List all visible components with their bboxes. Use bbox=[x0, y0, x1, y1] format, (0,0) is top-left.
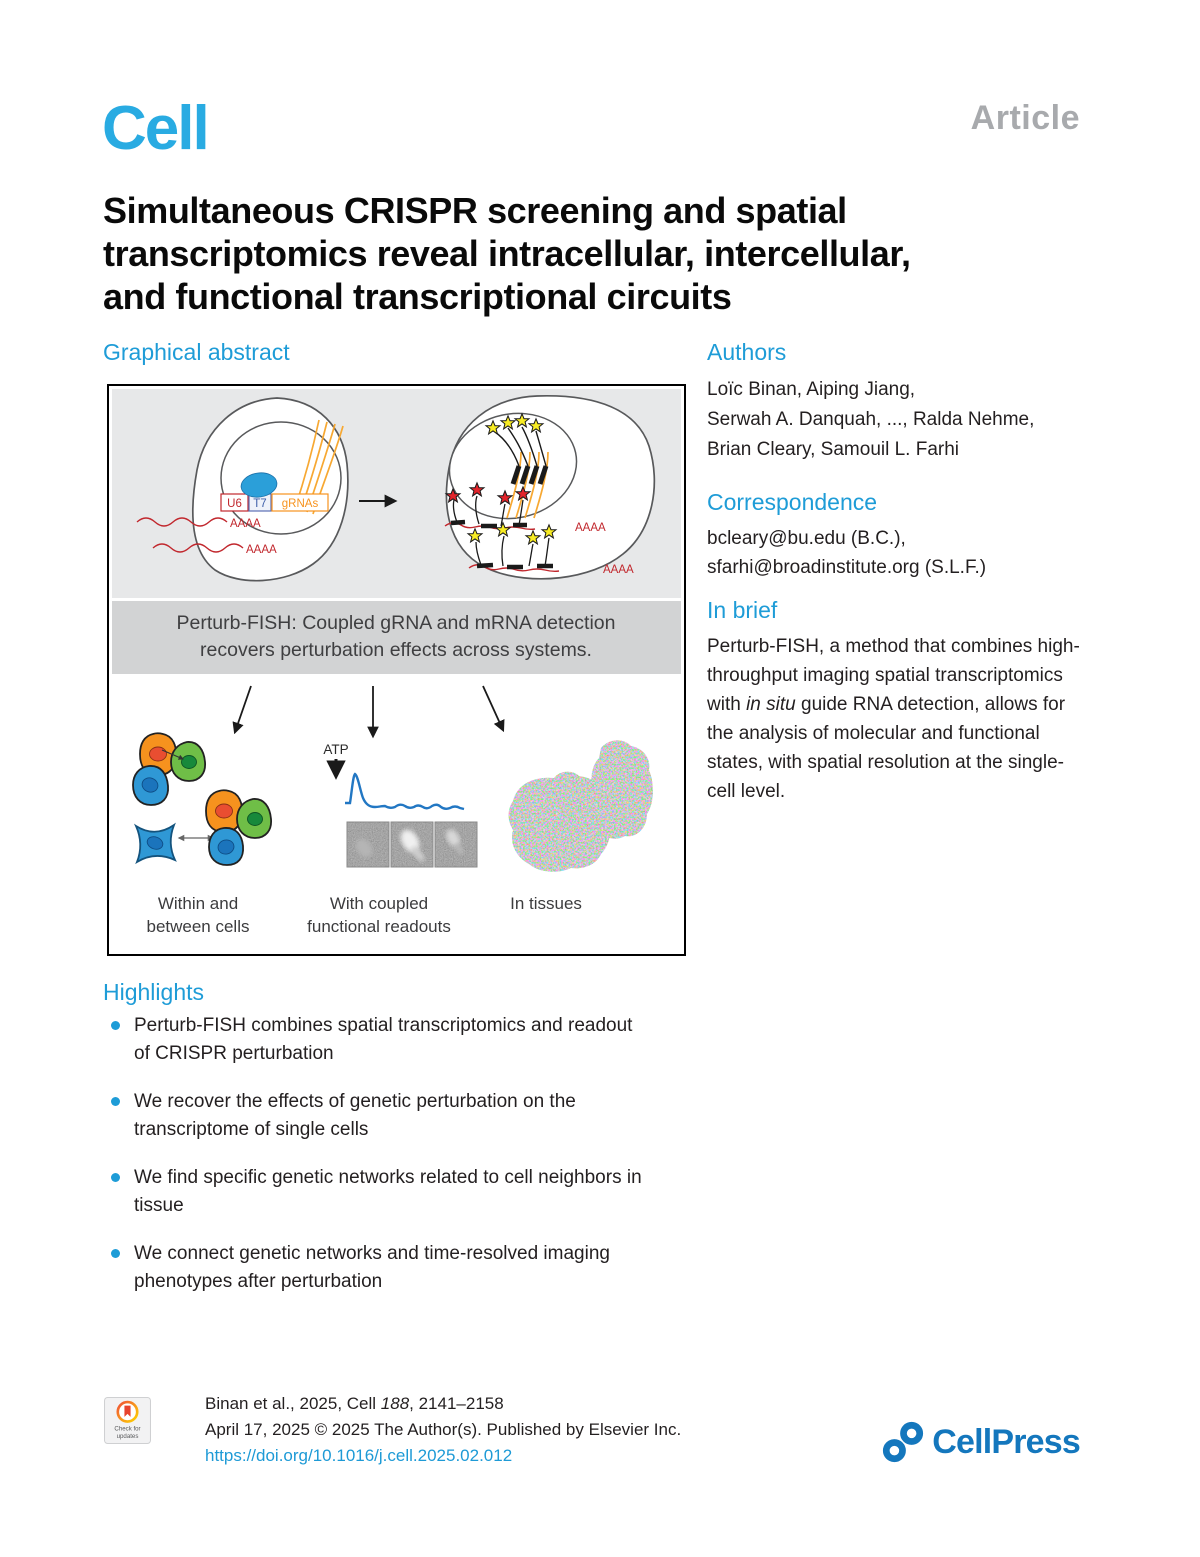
citation-volume: 188 bbox=[380, 1394, 410, 1413]
highlight-item bbox=[103, 1088, 728, 1144]
panel2-label-line2: functional readouts bbox=[307, 917, 451, 936]
citation-block bbox=[205, 1391, 681, 1469]
authors-line: Serwah A. Danquah, ..., Ralda Nehme, bbox=[707, 409, 1035, 430]
bullet-icon bbox=[111, 1097, 120, 1106]
in-brief-end: guide RNA detection, allows for the analysis of molecular and functional states, with spatial resolution at the single-cell level. bbox=[707, 694, 1066, 802]
panel-functional-readout bbox=[323, 742, 477, 867]
branch-arrows bbox=[235, 686, 503, 736]
highlight-line: transcriptome of single cells bbox=[134, 1119, 369, 1140]
svg-text:T7: T7 bbox=[253, 498, 267, 510]
bullet-icon bbox=[111, 1249, 120, 1258]
authors-line: Brian Cleary, Samouil L. Farhi bbox=[707, 439, 960, 460]
svg-text:U6: U6 bbox=[227, 498, 242, 510]
highlight-line: of CRISPR perturbation bbox=[134, 1043, 334, 1064]
panel1-label-line2: between cells bbox=[146, 917, 250, 936]
microscopy-image-1 bbox=[347, 822, 389, 867]
title-line-2: transcriptomics reveal intracellular, intercellular, bbox=[103, 233, 911, 274]
cell-journal-logo: Cell bbox=[102, 94, 208, 163]
cellpress-mark-icon bbox=[881, 1420, 925, 1464]
citation-line: Binan et al., 2025, Cell 188, 2141–2158 bbox=[205, 1394, 504, 1413]
in-brief-text bbox=[707, 632, 1089, 806]
graphical-abstract-svg bbox=[109, 386, 684, 954]
panel-tissues bbox=[504, 734, 660, 879]
highlight-line: We recover the effects of genetic perturbation on the bbox=[134, 1091, 576, 1112]
graphical-abstract-heading: Graphical abstract bbox=[103, 339, 290, 365]
panel1-label-line1: Within and bbox=[157, 894, 239, 913]
correspondence-emails bbox=[707, 524, 1087, 582]
title-line-1: Simultaneous CRISPR screening and spatial bbox=[103, 190, 847, 231]
article-title bbox=[103, 189, 1103, 318]
highlight-item bbox=[103, 1012, 728, 1068]
authors-list bbox=[707, 375, 1087, 465]
check-for-updates-badge[interactable] bbox=[104, 1397, 151, 1444]
polya-label: AAAA bbox=[603, 564, 634, 576]
highlight-line: phenotypes after perturbation bbox=[134, 1271, 383, 1292]
graphical-abstract-figure bbox=[107, 384, 686, 956]
atp-label: ATP bbox=[323, 742, 349, 757]
highlight-line: tissue bbox=[134, 1195, 184, 1216]
bullet-icon bbox=[111, 1021, 120, 1030]
check-updates-icon bbox=[104, 1397, 151, 1444]
panel3-label: In tissues bbox=[510, 894, 582, 913]
highlight-line: We connect genetic networks and time-resolved imaging bbox=[134, 1243, 610, 1264]
authors-line: Loïc Binan, Aiping Jiang, bbox=[707, 379, 916, 400]
publication-line: April 17, 2025 © 2025 The Author(s). Published by Elsevier Inc. bbox=[205, 1420, 682, 1439]
polya-label: AAAA bbox=[246, 544, 277, 556]
correspondence-email-2[interactable]: sfarhi@broadinstitute.org (S.L.F.) bbox=[707, 557, 987, 578]
calcium-trace bbox=[345, 774, 464, 809]
highlights-heading: Highlights bbox=[103, 979, 204, 1005]
in-brief-start: Perturb-FISH, a method that combines high-throughput imaging spatial transcriptomics with bbox=[707, 636, 1080, 715]
doi-link[interactable]: https://doi.org/10.1016/j.cell.2025.02.012 bbox=[205, 1446, 513, 1465]
microscopy-image-3 bbox=[435, 822, 477, 867]
highlight-item bbox=[103, 1164, 728, 1220]
highlight-item bbox=[103, 1240, 728, 1296]
polya-label: AAAA bbox=[575, 522, 606, 534]
grnas-label-box bbox=[272, 494, 328, 511]
panel-within-between-cells bbox=[133, 733, 271, 865]
in-brief-italic: in situ bbox=[746, 694, 796, 715]
in-brief-heading: In brief bbox=[707, 597, 778, 623]
svg-text:Check for: Check for bbox=[114, 1425, 141, 1433]
highlight-line: We find specific genetic networks related to cell neighbors in bbox=[134, 1167, 642, 1188]
figure-caption-line1: Perturb-FISH: Coupled gRNA and mRNA detection bbox=[176, 612, 616, 634]
microscopy-image-2 bbox=[391, 822, 433, 867]
u6-label-box bbox=[221, 494, 248, 511]
svg-text:gRNAs: gRNAs bbox=[281, 498, 319, 510]
bullet-icon bbox=[111, 1173, 120, 1182]
figure-caption-line2: recovers perturbation effects across systems. bbox=[200, 639, 592, 661]
highlights-list bbox=[103, 1012, 728, 1316]
cell-after-detection bbox=[440, 396, 655, 579]
correspondence-email-1[interactable]: bcleary@bu.edu (B.C.), bbox=[707, 528, 906, 549]
panel2-label-line1: With coupled bbox=[329, 894, 429, 913]
title-line-3: and functional transcriptional circuits bbox=[103, 276, 732, 317]
panel-labels bbox=[146, 894, 581, 936]
cellpress-logo[interactable] bbox=[881, 1420, 1080, 1464]
highlight-line: Perturb-FISH combines spatial transcriptomics and readout bbox=[134, 1015, 633, 1036]
right-column bbox=[707, 339, 1087, 806]
authors-heading: Authors bbox=[707, 339, 787, 365]
correspondence-heading: Correspondence bbox=[707, 489, 878, 515]
article-type-badge: Article bbox=[970, 99, 1080, 137]
cellpress-wordmark: CellPress bbox=[932, 1422, 1080, 1461]
svg-text:updates: updates bbox=[116, 1432, 139, 1440]
polya-label: AAAA bbox=[230, 518, 261, 530]
